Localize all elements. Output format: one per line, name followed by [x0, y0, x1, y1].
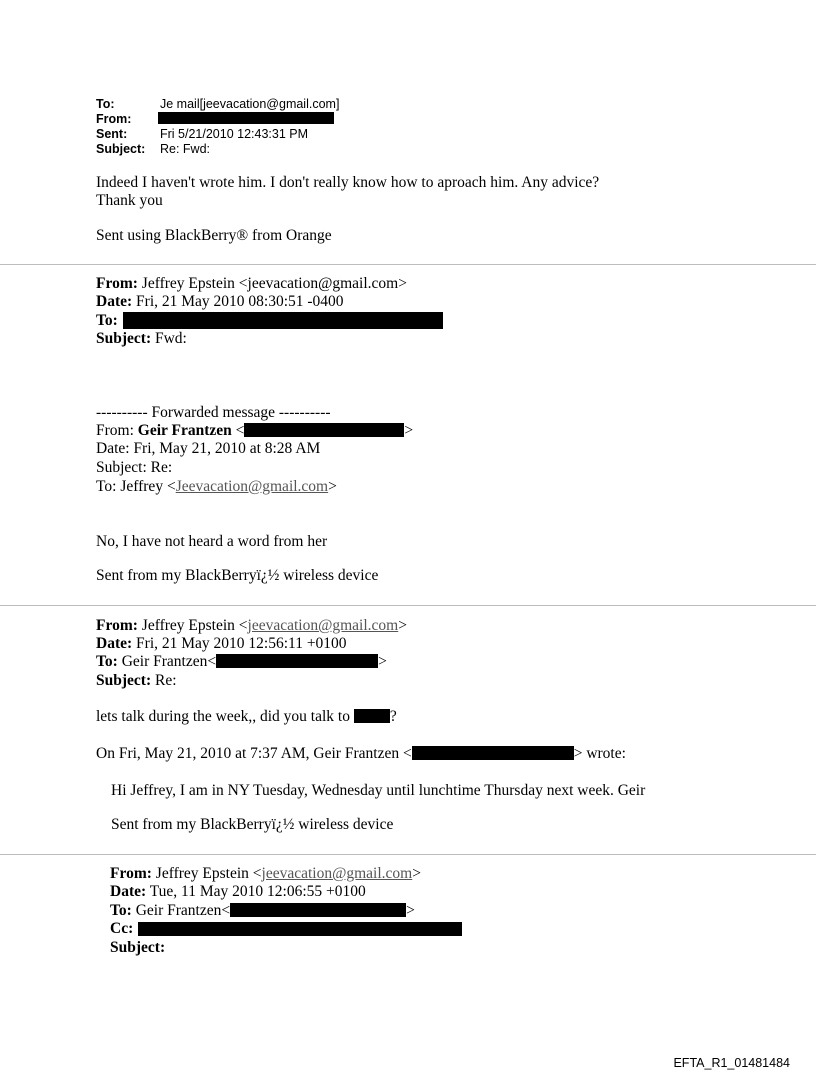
angle-close: > [328, 478, 337, 495]
email-link[interactable]: jeevacation@gmail.com [261, 865, 413, 882]
angle-close: > [404, 422, 414, 439]
message-signature: Sent from my BlackBerryï¿½ wireless device [96, 567, 379, 584]
quote-suffix: > wrote: [573, 745, 626, 762]
body-text: lets talk during the week,, did you talk to [96, 708, 354, 725]
message-signature: Sent using BlackBerry® from Orange [96, 227, 332, 244]
msg4-subject [110, 939, 165, 957]
msg2-to [96, 312, 118, 330]
document-id: EFTA_R1_01481484 [673, 1056, 790, 1070]
date-value: Fri, 21 May 2010 12:56:11 +0100 [132, 635, 347, 652]
message-divider [0, 605, 816, 606]
date-label: Date: [96, 635, 133, 652]
message-body-line: No, I have not heard a word from her [96, 533, 328, 550]
msg3-to [96, 653, 387, 671]
forward-to [96, 478, 337, 496]
redaction-bar [244, 423, 404, 437]
sent-label: Sent: [96, 127, 128, 141]
subject-label: Subject: [96, 330, 152, 347]
quote-attribution [96, 745, 626, 763]
forward-from-name: Geir Frantzen [137, 422, 232, 439]
angle-close: > [398, 617, 407, 634]
to-value: Je mail[jeevacation@gmail.com] [160, 97, 340, 111]
redaction-bar [138, 922, 462, 936]
quoted-signature: Sent from my BlackBerryï¿½ wireless device [111, 816, 394, 833]
redaction-bar [123, 312, 443, 329]
msg4-date [110, 883, 366, 901]
to-label: To: [96, 653, 118, 670]
angle-close: > [378, 653, 387, 670]
from-label: From: [96, 275, 138, 292]
body-text: ? [389, 708, 397, 725]
forward-separator: ---------- Forwarded message ---------- [96, 404, 331, 421]
message-divider [0, 854, 816, 855]
sent-value: Fri 5/21/2010 12:43:31 PM [160, 127, 309, 141]
msg4-from [110, 865, 421, 883]
from-prefix: Jeffrey Epstein < [137, 617, 248, 634]
msg3-subject [96, 672, 177, 690]
redaction-bar [354, 709, 390, 723]
angle-close: > [412, 865, 421, 882]
email-link[interactable]: jeevacation@gmail.com [247, 617, 399, 634]
subject-label: Subject: [96, 672, 152, 689]
forward-from [96, 422, 413, 440]
date-value: Tue, 11 May 2010 12:06:55 +0100 [146, 883, 366, 900]
to-label: To: [110, 902, 132, 919]
msg3-from [96, 617, 407, 635]
subject-value: Re: Fwd: [160, 142, 211, 156]
cc-label: Cc: [110, 920, 134, 937]
to-label: To: [96, 312, 118, 329]
angle-close: > [406, 902, 415, 919]
date-label: Date: [96, 293, 133, 310]
from-label: From: [96, 617, 138, 634]
from-prefix: Jeffrey Epstein < [151, 865, 262, 882]
date-label: Date: [110, 883, 147, 900]
subject-label: Subject: [110, 939, 166, 956]
subject-value: Re: [151, 672, 177, 689]
message-divider [0, 264, 816, 265]
to-label: To: [96, 97, 115, 111]
msg2-from [96, 275, 407, 293]
from-label: From: [96, 112, 132, 126]
date-value: Fri, 21 May 2010 08:30:51 -0400 [132, 293, 344, 310]
redaction-bar [158, 112, 334, 124]
message-body-line: Indeed I haven't wrote him. I don't really know how to aproach him. Any advice? [96, 174, 600, 191]
quoted-body-line: Hi Jeffrey, I am in NY Tuesday, Wednesday until lunchtime Thursday next week. Geir [111, 782, 646, 799]
redaction-bar [230, 903, 406, 917]
to-value: Geir Frantzen< [117, 653, 217, 670]
msg3-date [96, 635, 347, 653]
forward-subject: Subject: Re: [96, 459, 173, 476]
msg2-subject [96, 330, 187, 348]
forward-from-prefix: From: [96, 422, 138, 439]
angle-open: < [231, 422, 245, 439]
from-value: Jeffrey Epstein <jeevacation@gmail.com> [137, 275, 407, 292]
msg2-date [96, 293, 344, 311]
quote-prefix: On Fri, May 21, 2010 at 7:37 AM, Geir Frantzen < [96, 745, 412, 762]
email-link[interactable]: Jeevacation@gmail.com [175, 478, 329, 495]
redaction-bar [412, 746, 574, 760]
forward-to-prefix: To: Jeffrey < [96, 478, 176, 495]
message-body-line [96, 708, 397, 726]
from-label: From: [110, 865, 152, 882]
msg4-cc [110, 920, 133, 938]
subject-label: Subject: [96, 142, 146, 156]
msg4-to [110, 902, 415, 920]
to-value: Geir Frantzen< [131, 902, 231, 919]
redaction-bar [216, 654, 378, 668]
message-body-line: Thank you [96, 192, 163, 209]
subject-value: Fwd: [151, 330, 187, 347]
forward-date: Date: Fri, May 21, 2010 at 8:28 AM [96, 440, 321, 457]
